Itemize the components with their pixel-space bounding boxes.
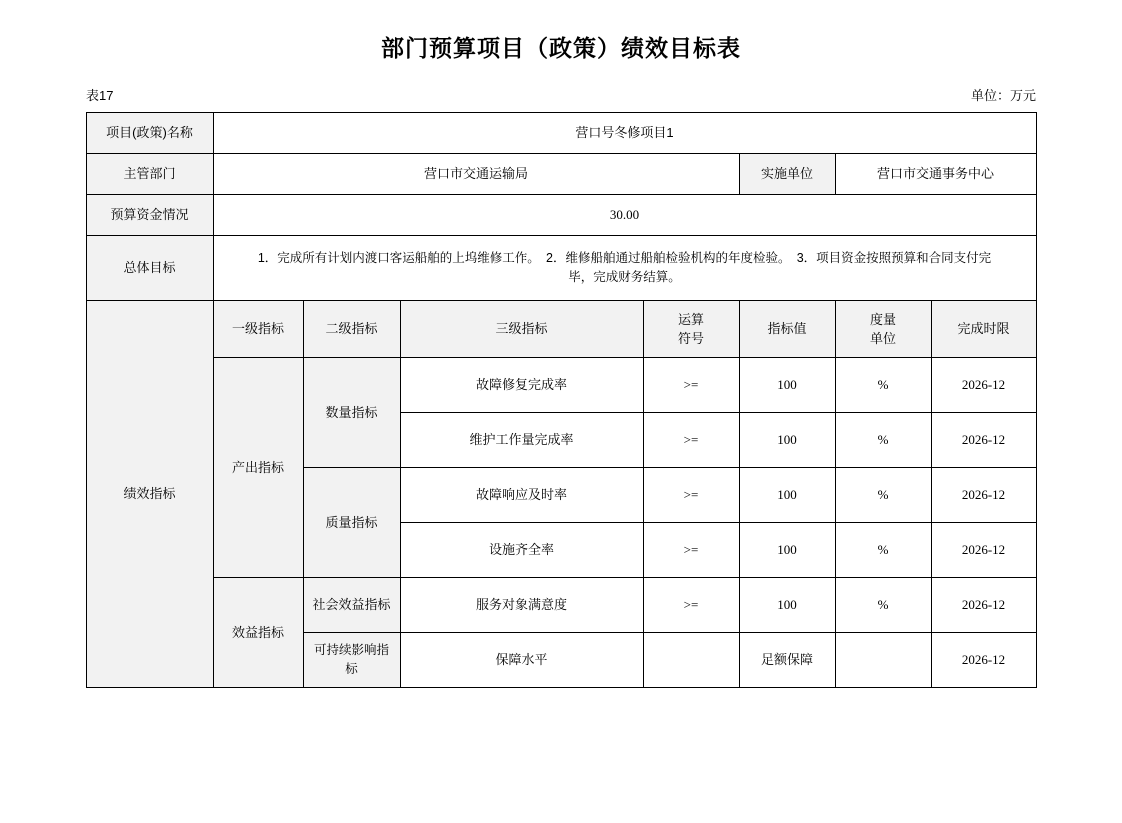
overall-goal-label: 总体目标 — [86, 236, 213, 301]
operator-value: >= — [643, 468, 739, 523]
measure-unit — [835, 633, 931, 688]
column-header-level3: 三级指标 — [400, 301, 643, 358]
deadline-value: 2026-12 — [931, 523, 1036, 578]
implementing-unit-label: 实施单位 — [739, 154, 835, 195]
column-header-operator-line2: 符号 — [677, 331, 704, 346]
table-row — [86, 578, 1036, 633]
column-header-operator-line1: 运算 — [677, 311, 704, 327]
table-number: 表17 — [86, 88, 114, 103]
operator-value: >= — [643, 523, 739, 578]
column-header-level2: 二级指标 — [303, 301, 400, 358]
column-header-level1: 一级指标 — [213, 301, 303, 358]
overall-goal-line-1: 1．完成所有计划内渡口客运船舶的上坞维修工作。 2．维修船舶通过船舶检验机构的年度检验。 3．项目资金按照预算和合同支付完 — [257, 251, 992, 266]
level2-sustainable-impact: 可持续影响指标 — [303, 633, 400, 688]
level3-indicator: 设施齐全率 — [400, 523, 643, 578]
department-label: 主管部门 — [86, 154, 213, 195]
column-header-measure-line1: 度量 — [869, 311, 896, 327]
measure-unit: % — [835, 358, 931, 413]
level3-indicator: 保障水平 — [400, 633, 643, 688]
column-header-operator — [643, 301, 739, 358]
column-header-deadline: 完成时限 — [931, 301, 1036, 358]
indicator-section-label: 绩效指标 — [86, 301, 213, 688]
department-value: 营口市交通运输局 — [213, 154, 739, 195]
operator-value — [643, 633, 739, 688]
project-name-value: 营口号冬修项目1 — [213, 113, 1036, 154]
level2-quantity: 数量指标 — [303, 358, 400, 468]
measure-unit: % — [835, 523, 931, 578]
indicator-value: 100 — [739, 578, 835, 633]
indicator-value: 100 — [739, 413, 835, 468]
measure-unit: % — [835, 413, 931, 468]
measure-unit: % — [835, 468, 931, 523]
unit-note: 单位：万元 — [970, 88, 1036, 103]
meta-row — [86, 85, 1036, 104]
table-row — [86, 358, 1036, 413]
indicator-value: 100 — [739, 468, 835, 523]
measure-unit: % — [835, 578, 931, 633]
table-row-budget — [86, 195, 1036, 236]
level1-benefit: 效益指标 — [213, 578, 303, 688]
operator-value: >= — [643, 358, 739, 413]
table-row-overall-goal — [86, 236, 1036, 301]
implementing-unit-value: 营口市交通事务中心 — [835, 154, 1036, 195]
operator-value: >= — [643, 413, 739, 468]
table-row-project-name — [86, 113, 1036, 154]
project-name-label: 项目(政策)名称 — [86, 113, 213, 154]
level3-indicator: 故障响应及时率 — [400, 468, 643, 523]
performance-goal-table — [86, 112, 1037, 688]
operator-value: >= — [643, 578, 739, 633]
budget-label: 预算资金情况 — [86, 195, 213, 236]
page-title: 部门预算项目（政策）绩效目标表 — [381, 35, 741, 61]
indicator-value: 100 — [739, 358, 835, 413]
level2-social-benefit: 社会效益指标 — [303, 578, 400, 633]
overall-goal-value — [213, 236, 1036, 301]
indicator-value: 100 — [739, 523, 835, 578]
deadline-value: 2026-12 — [931, 633, 1036, 688]
column-header-value: 指标值 — [739, 301, 835, 358]
level2-quality: 质量指标 — [303, 468, 400, 578]
level3-indicator: 服务对象满意度 — [400, 578, 643, 633]
budget-value: 30.00 — [213, 195, 1036, 236]
level3-indicator: 维护工作量完成率 — [400, 413, 643, 468]
column-header-measure — [835, 301, 931, 358]
level3-indicator: 故障修复完成率 — [400, 358, 643, 413]
column-header-measure-line2: 单位 — [869, 331, 896, 346]
deadline-value: 2026-12 — [931, 358, 1036, 413]
table-row-indicator-header — [86, 301, 1036, 358]
table-row-department — [86, 154, 1036, 195]
deadline-value: 2026-12 — [931, 468, 1036, 523]
level1-output: 产出指标 — [213, 358, 303, 578]
deadline-value: 2026-12 — [931, 578, 1036, 633]
overall-goal-line-2: 毕，完成财务结算。 — [568, 270, 681, 284]
indicator-value: 足额保障 — [739, 633, 835, 688]
document-page — [0, 30, 1122, 823]
deadline-value: 2026-12 — [931, 413, 1036, 468]
